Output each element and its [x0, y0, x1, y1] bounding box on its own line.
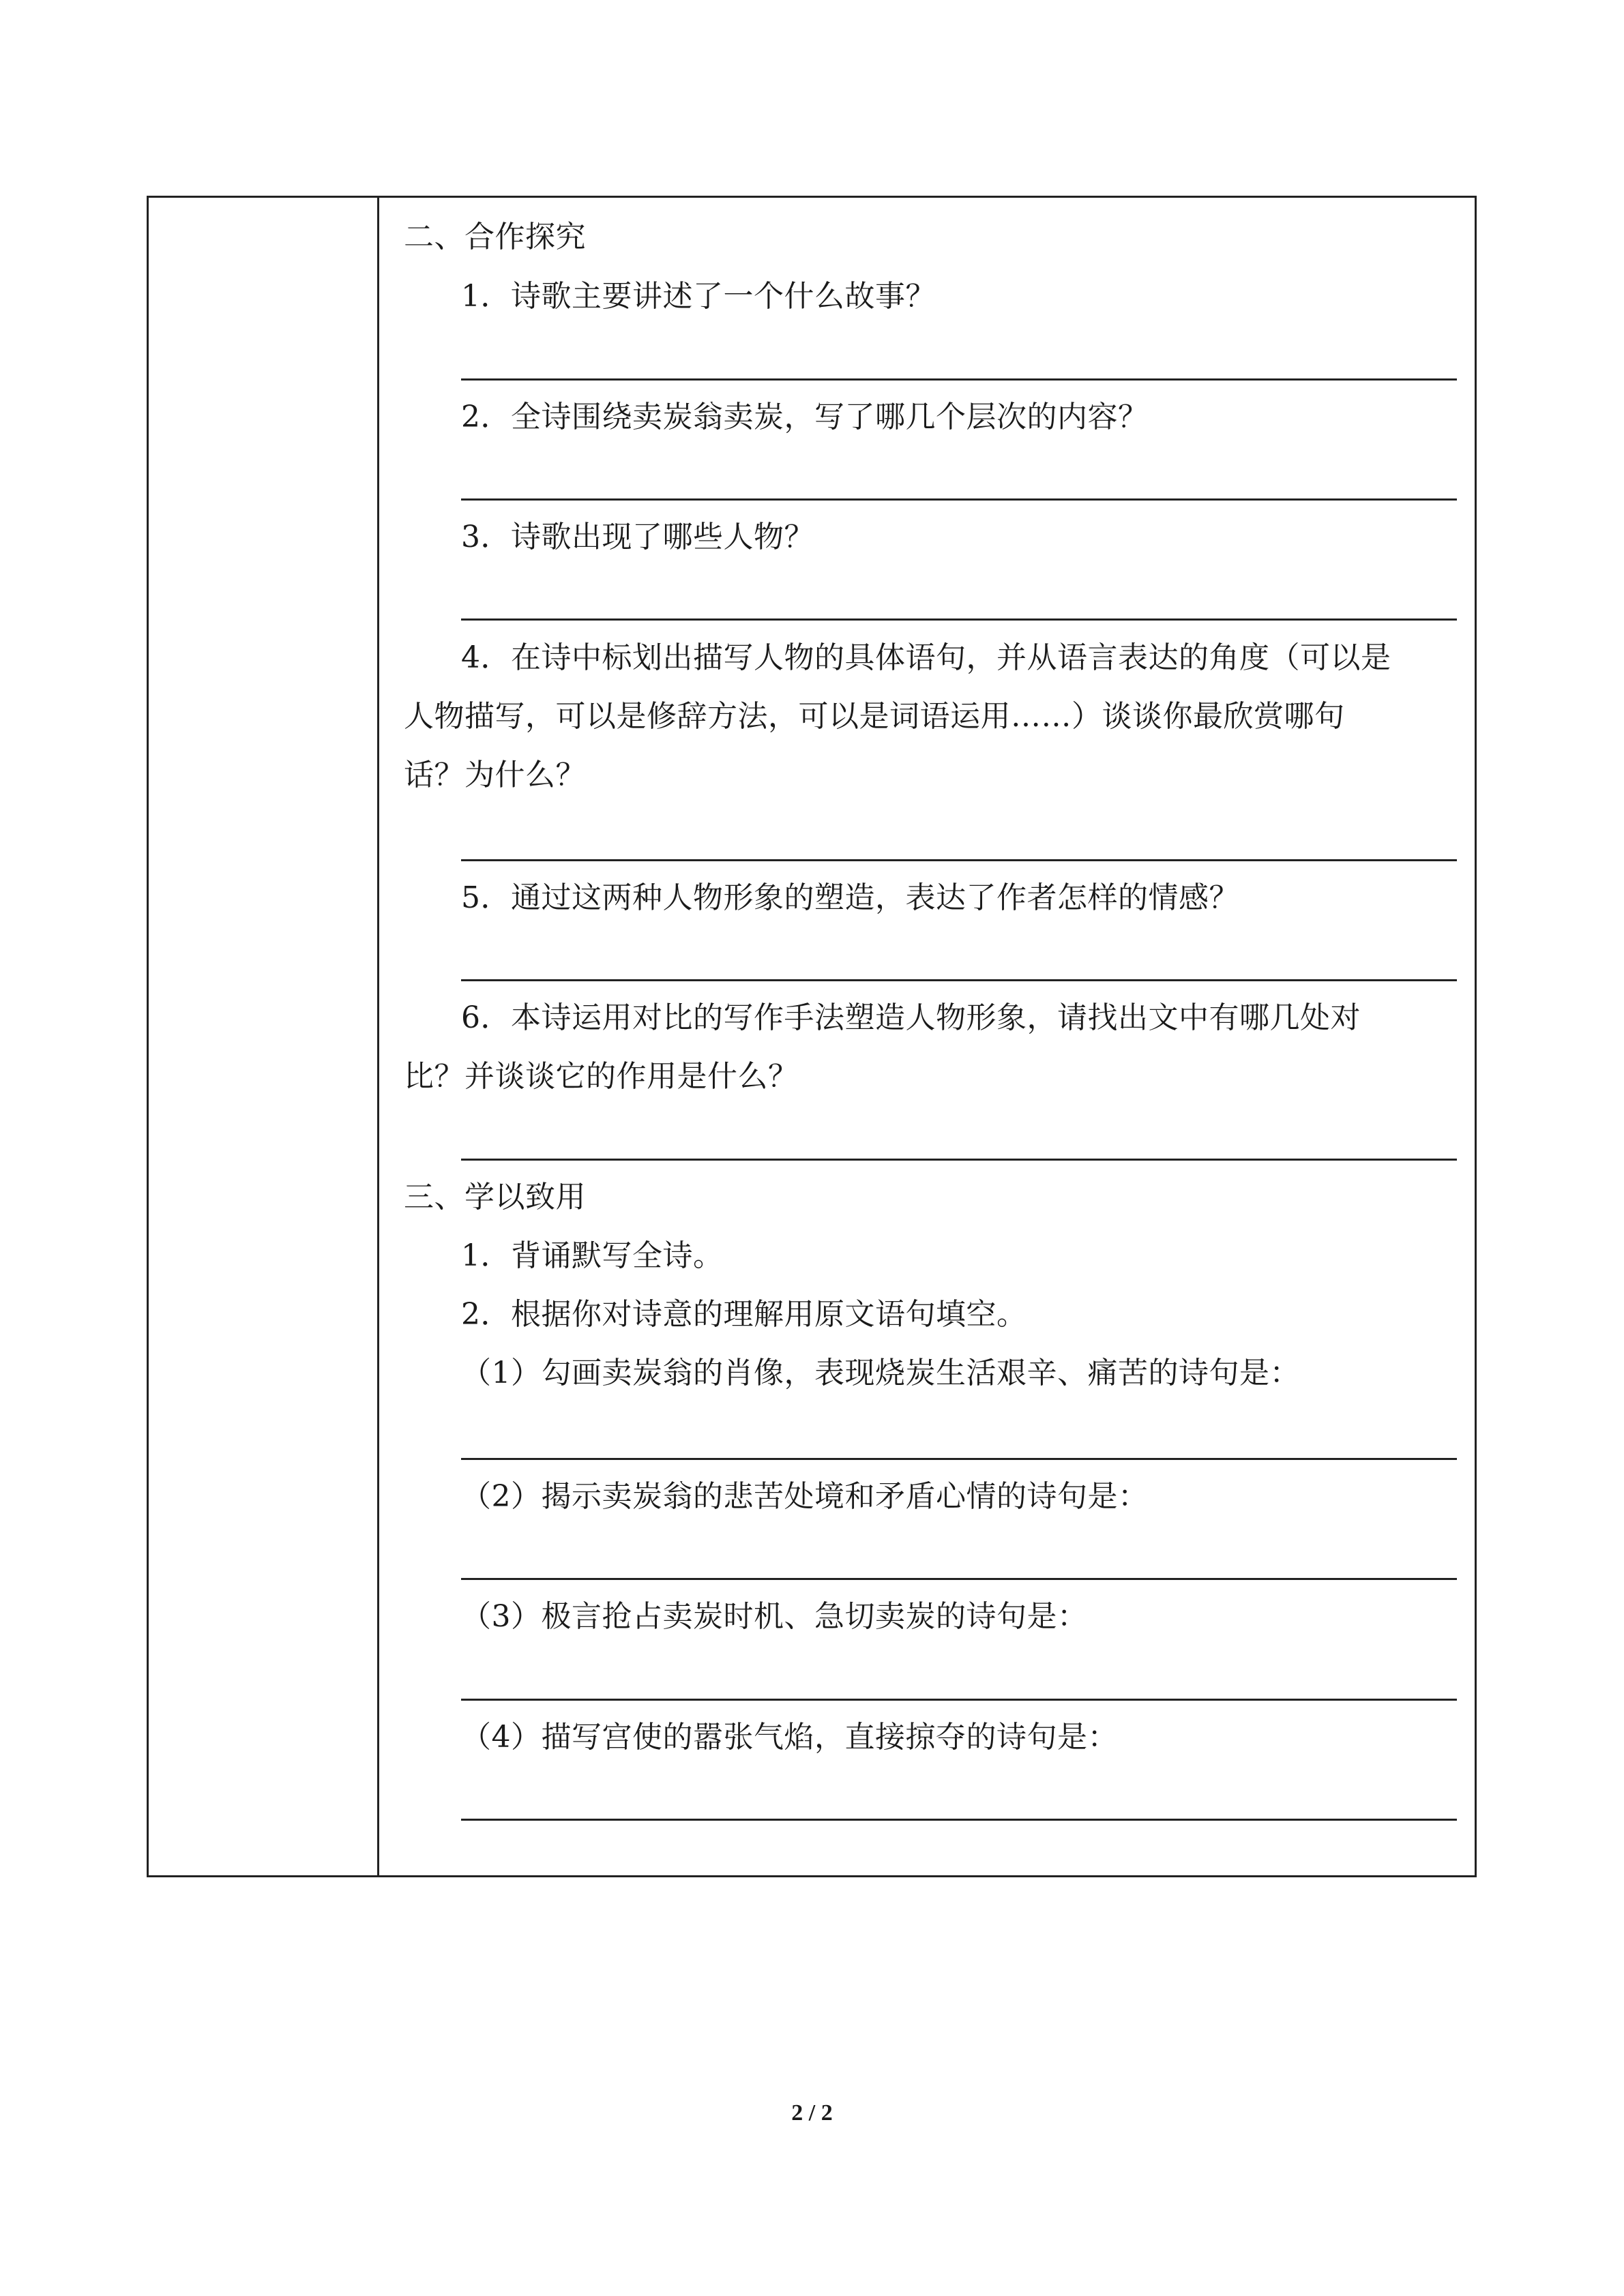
question-4-line-3: 话？为什么？: [404, 758, 586, 792]
item-1-recite: 1．背诵默写全诗。: [461, 1238, 724, 1273]
answer-line-sub-1[interactable]: [461, 1458, 1457, 1460]
answer-line-1[interactable]: [461, 378, 1457, 381]
sub-question-4: （4）描写宫使的嚣张气焰，直接掠夺的诗句是：: [461, 1720, 1118, 1755]
question-1: 1．诗歌主要讲述了一个什么故事？: [461, 279, 936, 314]
answer-line-sub-4[interactable]: [461, 1819, 1457, 1821]
answer-line-4[interactable]: [461, 859, 1457, 861]
question-6-line-1: 6．本诗运用对比的写作手法塑造人物形象，请找出文中有哪几处对: [461, 1000, 1361, 1035]
question-6-line-2: 比？并谈谈它的作用是什么？: [404, 1059, 799, 1094]
table-left-column: [149, 198, 379, 1875]
question-2: 2．全诗围绕卖炭翁卖炭，写了哪几个层次的内容？: [461, 400, 1149, 434]
table-right-column: [379, 198, 1475, 1875]
sub-question-2: （2）揭示卖炭翁的悲苦处境和矛盾心情的诗句是：: [461, 1479, 1149, 1514]
question-4-line-2: 人物描写，可以是修辞方法，可以是词语运用……）谈谈你最欣赏哪句: [404, 699, 1345, 734]
question-5: 5．通过这两种人物形象的塑造，表达了作者怎样的情感？: [461, 880, 1239, 915]
answer-line-6[interactable]: [461, 1159, 1457, 1161]
question-4-line-1: 4．在诗中标划出描写人物的具体语句，并从语言表达的角度（可以是: [461, 640, 1391, 675]
item-2-fill-in: 2．根据你对诗意的理解用原文语句填空。: [461, 1297, 1027, 1332]
section-heading-cooperative-inquiry: 二、合作探究: [404, 220, 586, 254]
answer-line-sub-3[interactable]: [461, 1699, 1457, 1701]
answer-line-3[interactable]: [461, 618, 1457, 621]
answer-line-5[interactable]: [461, 979, 1457, 981]
answer-line-2[interactable]: [461, 498, 1457, 501]
page-number: 2 / 2: [791, 2100, 833, 2126]
worksheet-table: [147, 196, 1477, 1877]
sub-question-1: （1）勾画卖炭翁的肖像，表现烧炭生活艰辛、痛苦的诗句是：: [461, 1356, 1300, 1390]
section-heading-apply-learning: 三、学以致用: [404, 1180, 586, 1214]
answer-line-sub-2[interactable]: [461, 1578, 1457, 1580]
sub-question-3: （3）极言抢占卖炭时机、急切卖炭的诗句是：: [461, 1599, 1088, 1634]
question-3: 3．诗歌出现了哪些人物？: [461, 520, 814, 554]
